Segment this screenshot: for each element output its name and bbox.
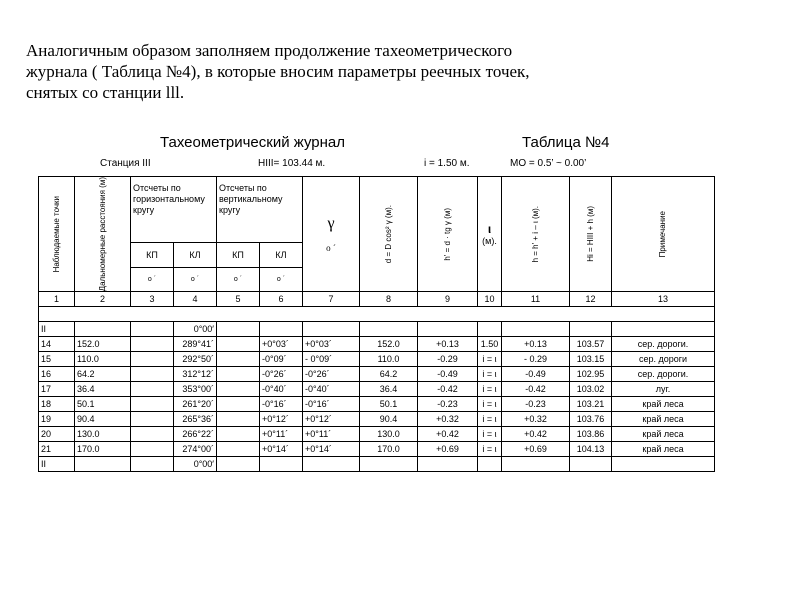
cell-gamma: +0°03´ — [303, 337, 360, 352]
table-row — [39, 412, 715, 427]
header-note: Примечание — [612, 177, 715, 292]
cell-h-prime: -0.49 — [418, 367, 478, 382]
cell-hz-kl: 266°22´ — [174, 427, 217, 442]
subheader-row: КП КЛ КП КЛ — [39, 242, 715, 267]
unit-row: о ´ о ´ о ´ о ´ — [39, 267, 715, 292]
cell-point: 17 — [39, 382, 75, 397]
cell-hi: 102.95 — [570, 367, 612, 382]
cell-d: 110.0 — [360, 352, 418, 367]
cell-note: край леса — [612, 442, 715, 457]
spacer-row — [39, 307, 715, 322]
cell-note: край леса — [612, 397, 715, 412]
header-l: ι (м). — [478, 177, 502, 292]
cell-l: i = ι — [478, 442, 502, 457]
cell-distance: 130.0 — [75, 427, 131, 442]
cell-d: 170.0 — [360, 442, 418, 457]
cell-d: 50.1 — [360, 397, 418, 412]
intro-line-2: журнала ( Таблица №4), в которые вносим параметры реечных точек, — [26, 62, 530, 81]
table-row — [39, 427, 715, 442]
cell-hi: 103.86 — [570, 427, 612, 442]
cell-gamma: +0°12´ — [303, 412, 360, 427]
cell-gamma: -0°26´ — [303, 367, 360, 382]
cell-note: край леса — [612, 412, 715, 427]
intro-text — [26, 40, 746, 103]
start-row: II 0°00′ — [39, 322, 715, 337]
table-row — [39, 337, 715, 352]
journal-title: Тахеометрический журнал — [160, 134, 345, 151]
cell-hz-kl: 292°50´ — [174, 352, 217, 367]
cell-h: +0.32 — [502, 412, 570, 427]
cell-h: -0.23 — [502, 397, 570, 412]
header-gamma: γ о ´ — [303, 177, 360, 292]
cell-gamma: -0°40´ — [303, 382, 360, 397]
cell-l: i = ι — [478, 412, 502, 427]
cell-h-prime: +0.13 — [418, 337, 478, 352]
cell-h: +0.13 — [502, 337, 570, 352]
station-height: HIII= 103.44 м. — [258, 158, 326, 169]
cell-vert-kp: -0°40´ — [260, 382, 303, 397]
cell-note: край леса — [612, 427, 715, 442]
header-distance: Дальномерные расстояния (м) — [75, 177, 131, 292]
cell-point: 16 — [39, 367, 75, 382]
cell-vert-kp: +0°03´ — [260, 337, 303, 352]
header-h-prime: h' = d · tg γ (м) — [418, 177, 478, 292]
cell-hz-kl: 274°00´ — [174, 442, 217, 457]
cell-vert-kp: -0°16´ — [260, 397, 303, 412]
station-label: Станция III — [100, 158, 151, 169]
cell-note: сер. дороги. — [612, 337, 715, 352]
cell-hz-kl: 289°41´ — [174, 337, 217, 352]
cell-vert-kp: +0°11´ — [260, 427, 303, 442]
cell-point: 21 — [39, 442, 75, 457]
cell-vert-kp: -0°26´ — [260, 367, 303, 382]
cell-point: 19 — [39, 412, 75, 427]
cell-d: 64.2 — [360, 367, 418, 382]
cell-h: - 0.29 — [502, 352, 570, 367]
cell-d: 36.4 — [360, 382, 418, 397]
cell-distance: 90.4 — [75, 412, 131, 427]
cell-l: i = ι — [478, 382, 502, 397]
cell-l: i = ι — [478, 427, 502, 442]
data-rows — [39, 337, 715, 457]
cell-hi: 103.21 — [570, 397, 612, 412]
cell-hi: 104.13 — [570, 442, 612, 457]
cell-distance: 170.0 — [75, 442, 131, 457]
cell-distance: 110.0 — [75, 352, 131, 367]
cell-vert-kp: +0°12´ — [260, 412, 303, 427]
header-vertical: Отсчеты по вертикальному кругу — [217, 177, 303, 243]
table-label: Таблица №4 — [522, 134, 610, 151]
cell-hz-kl: 353°00´ — [174, 382, 217, 397]
cell-h: -0.49 — [502, 367, 570, 382]
cell-hi: 103.02 — [570, 382, 612, 397]
header-d: d = D cos² γ (м). — [360, 177, 418, 292]
table-row — [39, 442, 715, 457]
cell-hz-kl: 261°20´ — [174, 397, 217, 412]
cell-hz-kl: 265°36´ — [174, 412, 217, 427]
cell-vert-kp: +0°14´ — [260, 442, 303, 457]
cell-h-prime: -0.23 — [418, 397, 478, 412]
cell-gamma: - 0°09´ — [303, 352, 360, 367]
instrument-height: i = 1.50 м. — [424, 158, 470, 169]
cell-gamma: +0°14´ — [303, 442, 360, 457]
cell-hz-kl: 312°12´ — [174, 367, 217, 382]
intro-line-1: Аналогичным образом заполняем продолжение тахеометрического — [26, 41, 513, 60]
intro-line-3: снятых со станции lll. — [26, 83, 185, 102]
cell-distance: 36.4 — [75, 382, 131, 397]
cell-hi: 103.76 — [570, 412, 612, 427]
cell-l: 1.50 — [478, 337, 502, 352]
cell-point: 15 — [39, 352, 75, 367]
cell-h-prime: +0.69 — [418, 442, 478, 457]
cell-distance: 64.2 — [75, 367, 131, 382]
cell-distance: 152.0 — [75, 337, 131, 352]
table-row — [39, 352, 715, 367]
table-row — [39, 382, 715, 397]
tacheometric-table — [38, 176, 715, 472]
header-h: h = h' + i – ι (м). — [502, 177, 570, 292]
cell-vert-kp: -0°09´ — [260, 352, 303, 367]
cell-l: i = ι — [478, 367, 502, 382]
table-row — [39, 397, 715, 412]
cell-distance: 50.1 — [75, 397, 131, 412]
cell-h-prime: +0.32 — [418, 412, 478, 427]
mo-value: МО = 0.5’ ~ 0.00’ — [510, 158, 587, 169]
cell-h: -0.42 — [502, 382, 570, 397]
column-number-row: 1 2 3 4 5 6 7 8 9 10 11 12 13 — [39, 292, 715, 307]
cell-point: 14 — [39, 337, 75, 352]
cell-gamma: +0°11´ — [303, 427, 360, 442]
cell-d: 130.0 — [360, 427, 418, 442]
cell-h: +0.69 — [502, 442, 570, 457]
cell-note: сер. дороги — [612, 352, 715, 367]
cell-d: 152.0 — [360, 337, 418, 352]
cell-l: i = ι — [478, 397, 502, 412]
cell-point: 18 — [39, 397, 75, 412]
header-observed: Наблюдаемые точки — [39, 177, 75, 292]
table-row — [39, 367, 715, 382]
cell-note: луг. — [612, 382, 715, 397]
cell-gamma: -0°16´ — [303, 397, 360, 412]
cell-h: +0.42 — [502, 427, 570, 442]
header-row — [39, 177, 715, 243]
end-row: II 0°00′ — [39, 457, 715, 472]
header-hi: Hi = HIII + h (м) — [570, 177, 612, 292]
cell-note: сер. дороги. — [612, 367, 715, 382]
cell-hi: 103.57 — [570, 337, 612, 352]
cell-h-prime: -0.42 — [418, 382, 478, 397]
cell-h-prime: +0.42 — [418, 427, 478, 442]
cell-point: 20 — [39, 427, 75, 442]
cell-h-prime: -0.29 — [418, 352, 478, 367]
cell-l: i = ι — [478, 352, 502, 367]
header-horizontal: Отсчеты по горизонтальному кругу — [131, 177, 217, 243]
cell-hi: 103.15 — [570, 352, 612, 367]
cell-d: 90.4 — [360, 412, 418, 427]
